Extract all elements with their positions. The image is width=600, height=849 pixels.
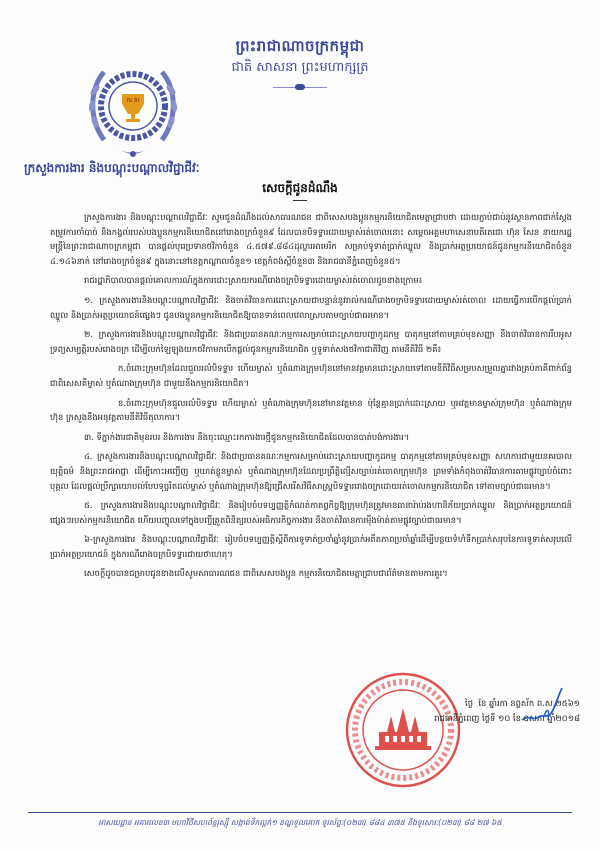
ministry-name: ក្រសួងការងារ និងបណ្តុះបណ្តាលវិជ្ជាជីវៈ <box>24 161 200 175</box>
official-seal <box>343 670 463 790</box>
policy-item-2b: ខ.ចំពោះក្រុមហ៊ុនជួលរលំបិទទ្វារ ហើយម្ចាស់ ឬតំណាងក្រុមហ៊ុននៅមានវត្តមាន ប៉ុន្តែគ្មានប្រាក់ដោះស្រាយ ឬអវត្តមានម្ចាស់ក្រុមហ៊ុន ឬតំណាងក្រុមហ៊ុន ក្រសួងនឹងអនុវត្តតាមនីតិវិធីតុលាការ។ <box>50 397 572 423</box>
closing-paragraph: សេចក្តីដូចបានជម្រាបជូនខាងលើសូមសាធារណជន ជាពិសេសបងប្អូន កម្មករនិយោជិតមេត្តាជ្រាបជាព័ត៌មានតាមការគួរ។ <box>84 568 448 579</box>
national-motto: ជាតិ សាសនា ព្រះមហាក្សត្រ <box>231 60 369 75</box>
kingdom-name: ព្រះរាជាណាចក្រកម្ពុជា <box>235 37 365 55</box>
policy-item-2a: ក.ចំពោះក្រុមហ៊ុនដែលជួលរលំបិទទ្វារ ហើយម្ចាស់ ឬតំណាងក្រុមហ៊ុននៅមានវត្តមានដោះស្រាយទៅតាមនីតិវិធីសម្របសម្រួលគ្នារវាងគ្រប់ភាគីពាក់ព័ន្ធ ជាពិសេសគឺម្ចាស់ ឬតំណាងក្រុមហ៊ុន ជាមួយនឹងកម្មករនិយោជិត។ <box>50 363 572 388</box>
document-title: សេចក្តីជូនដំណឹង <box>262 181 338 195</box>
policy-item-5: ៥. ក្រសួងការងារនិងបណ្តុះបណ្តាលវិជ្ជាជីវៈ និងរៀបចំបទប្បញ្ញត្តិកំណត់កាតព្វកិច្ចឱ្យក្រុមហ៊ុនត្រូវមានធានារ៉ាប់រងហានិភ័យប្រាក់ឈ្នួល និងប្រាក់អត្ថប្រយោជន៍ផ្សេងៗរបស់កម្មករនិយោជិត ហើយបញ្ចូលទៅក្នុងបញ្ជីត្រួតពិនិត្យរបស់អធិការកិច្ចការងារ និងចាត់វិធានការម៉ឺងម៉ាត់តាមផ្លូវច្បាប់ជាធរមាន។ <box>50 500 572 525</box>
svg-text:ករ វប: ករ វប <box>126 97 140 104</box>
ornament-divider-icon <box>273 84 327 90</box>
lunar-date: ថ្ងៃ ​​​​​ ខែ ឆ្នាំរកា នព្វស័ក ព.ស.២៥៦១ <box>465 698 580 708</box>
policy-item-3: ៣. ទីភ្នាក់ងារជាតិមុខរបរ និងការងារ នឹងចុះឈ្មោះរកការងារថ្មីជូនកម្មករនិយោជិតដែលបានបាត់បង់ការងារ។ <box>84 431 410 442</box>
place-and-date: រាជធានីភ្នំពេញ ថ្ងៃទី ១០ ខែ ឧសភា ឆ្នាំ២០១៨ <box>434 713 580 723</box>
seal-stamp-icon <box>343 670 463 790</box>
kingdom-header <box>200 36 400 90</box>
document-body <box>50 210 572 586</box>
policy-item-2: ២. ក្រសួងការងារនិងបណ្តុះបណ្តាលវិជ្ជាជីវៈ និងជាប្រធានគណៈកម្មការសម្រាប់ដោះស្រាយបញ្ហាកូដកម្ម បាតុកម្មនៅតាមគ្រប់មុខសញ្ញា នឹងចាត់វិធានការរឹបអូសទ្រព្យសម្បត្តិរបស់រោងចក្រ ដើម្បីលក់ឡៃឡុងយកថវិកាមកបើកផ្តល់ជូនកម្មករនិយោជិត ឬទូទាត់សងថវិកាជាតិវិញ តាមនីតិវិធី ២គឺ៖ <box>50 329 572 354</box>
footer-address: អាសយដ្ឋាន អគារលេខ៣ មហាវិថីសហព័ន្ធរុស្ស៊ី សង្កាត់ទឹកល្អក់១ ខណ្ឌទួលគោក ទូរស័ព្ទៈ(០២៣) ៨៨៤ ៣៧៥ និងទូរសារៈ(០២៣) ៨៨ ២៧ ៦៥ <box>98 818 502 827</box>
intro-paragraph: ក្រសួងការងារ និងបណ្តុះបណ្តាលវិជ្ជាជីវៈ សូមជូនដំណឹងដល់សាធារណជន ជាពិសេសបងប្អូនកម្មករនិយោជិតមេត្តាជ្រាបថា ដោយភ្ជាប់ជាប់នូវស្ថានភាពជាក់ស្តែង តម្រូវការចាំបាច់ និងកង្វល់របស់បងប្អូនកម្មករនិយោជិតនៅរោងចក្រចំនួន៩ ដែលបានបិទទ្វារដោយម្ចាស់រត់ចោលនោះ សម្តេចអគ្គមហាសេនាបតីតេជោ ហ៊ុន សែន នាយករដ្ឋមន្ត្រីនៃព្រះរាជាណាចក្រកម្ពុជា បានផ្តល់បុរេប្រទានថវិកាចំនួន ៤.៥៧៩.៨៨៤ដុល្លារអាមេរិក សម្រាប់ទូទាត់ប្រាក់ឈ្នួល និងប្រាក់អត្ថប្រយោជន៍ជូនកម្មករនិយោជិតចំនួន ៤.១៤៦នាក់ នៅរោងចក្រចំនួន៩ ក្នុងនោះនៅខេត្តកណ្តាលចំនួន១ ខេត្តកំពង់ស្ពឺចំនួន៣ និងរាជធានីភ្នំពេញចំនួន៥។ <box>50 212 572 266</box>
signature-icon <box>520 686 564 726</box>
footer-divider <box>28 812 572 813</box>
ministry-logo <box>86 58 180 168</box>
policy-item-6: ៦-ក្រសួងការងារ និងបណ្តុះបណ្តាលវិជ្ជាជីវៈ រៀបចំបទប្បញ្ញត្តិស្តីពីការទូទាត់ប្រចាំឆ្នាំនូវប្រាក់អតីតភាពប្រចាំឆ្នាំដើម្បីបន្ថយទំហំទឹកប្រាក់សរុបនៃការទូទាត់សរុបលើប្រាក់អត្ថប្រយោជន៍ ក្នុងករណីរោងចក្របិទទ្វារជាយថាហេតុ។ <box>50 534 572 559</box>
policy-intro-paragraph: រាជរដ្ឋាភិបាលបានផ្តល់គោលការណ៍ក្នុងការដោះស្រាយករណីរោងចក្របិទទ្វារដោយម្ចាស់រត់ចោលដូចខាងក្រោម៖ <box>84 275 423 286</box>
title-divider <box>293 200 307 201</box>
ministry-emblem-icon <box>86 58 180 168</box>
handwritten-signature <box>520 686 564 726</box>
policy-item-1: ១. ក្រសួងការងារនិងបណ្តុះបណ្តាលវិជ្ជាជីវៈ និងចាត់វិធានការដោះស្រាយជាបន្ទាន់នូវរាល់ករណីរោងចក្របិទទ្វារដោយម្ចាស់រត់ចោល ដោយធ្វើការបើកផ្តល់ប្រាក់ឈ្នួល និងប្រាក់អត្ថប្រយោជន៍ផ្សេងៗ ជូនបងប្អូនកម្មករនិយោជិតឱ្យបានទាន់ពេលវេលាស្របតាមច្បាប់ជាធរមាន។ <box>50 294 572 320</box>
policy-item-4: ៤. ក្រសួងការងារនិងបណ្តុះបណ្តាលវិជ្ជាជីវៈ និងជាប្រធានគណៈកម្មការសម្រាប់ដោះស្រាយបញ្ហាកូដកម្ម បាតុកម្មនៅតាមគ្រប់មុខសញ្ញា សហការជាមួយនគរបាលយុត្តិធម៌ និងព្រះរាជអាជ្ញា ដើម្បីកោះអញ្ជើញ ឬឃាត់ខ្លួនម្ចាស់ ឬតំណាងក្រុមហ៊ុនដែលប្រព្រឹត្តិល្មើសច្បាប់រត់ចោលក្រុមហ៊ុន ព្រមទាំងកំពុងចាត់វិធានការតាមផ្លូវច្បាប់ចំពោះបុគ្គល ដែលផ្តល់ប្រឹក្សាយោបល់បែបទុច្ចរិតដល់ម្ចាស់ ឬតំណាងក្រុមហ៊ុនឱ្យជ្រើសរើសវិធីសាស្ត្របិទទ្វាររោងចក្រដោយរត់ចោលកម្មករនិយោជិត ទៅតាមច្បាប់ជាធរមាន។ <box>50 451 572 491</box>
